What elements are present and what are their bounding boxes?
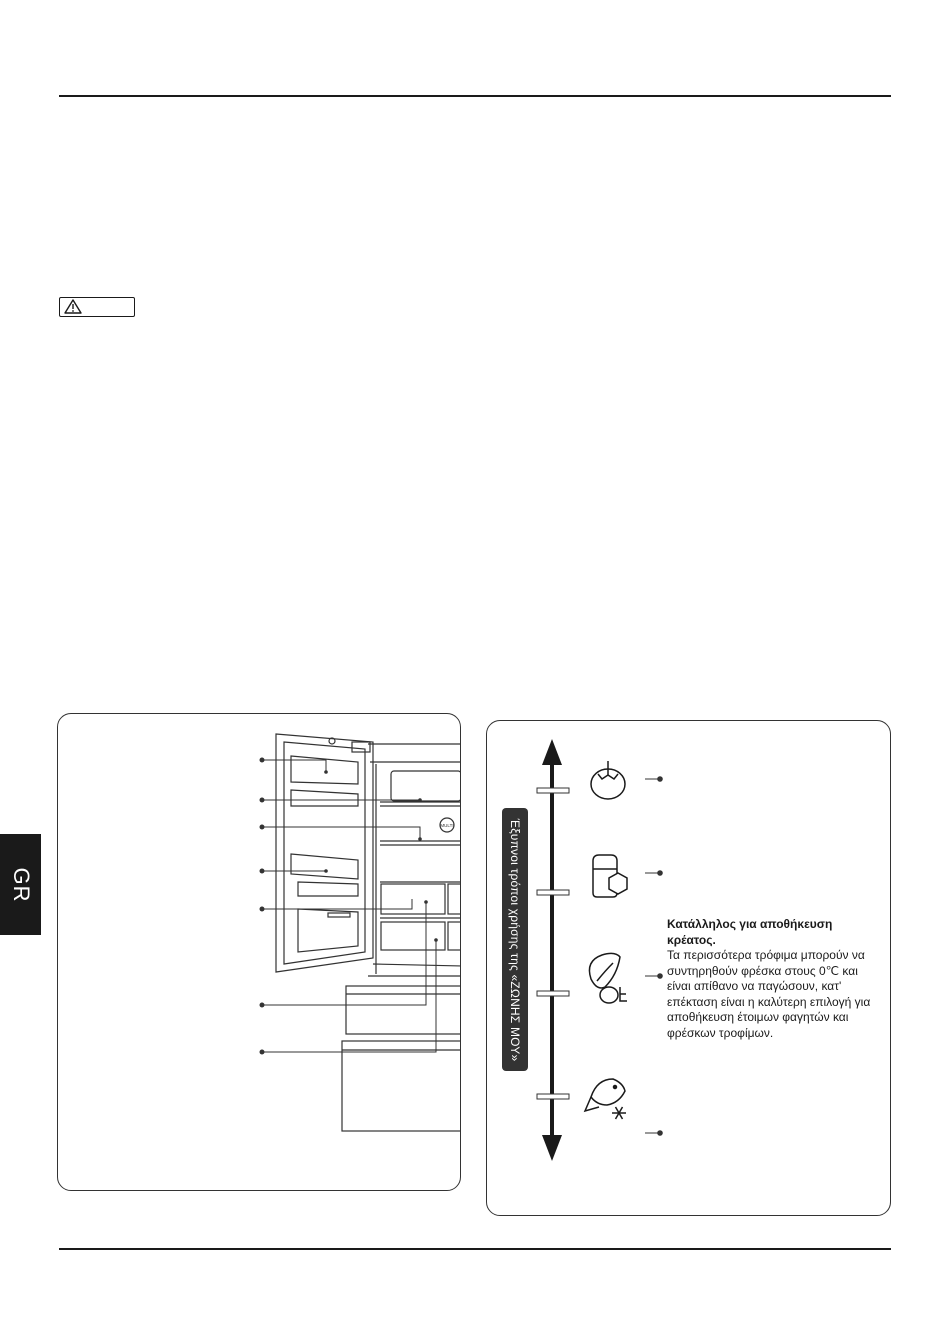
fridge-diagram-panel [57, 713, 461, 1191]
warning-badge [59, 297, 135, 317]
meat-icon [589, 953, 627, 1003]
multi-badge-label: MULTI [440, 823, 454, 828]
header-rule [59, 95, 891, 97]
tomato-icon [591, 761, 625, 799]
meat-storage-body: Τα περισσότερα τρόφιμα μπορούν να συντηρηθούν φρέσκα στους 0℃ και είναι απίθανο να παγώσουν, κατ' επέκταση είναι η καλύτερη επιλογή για αποθήκευση έτοιμων φαγητών και φρέσκων τροφίμων. [667, 948, 871, 1040]
fish-frozen-icon [585, 1079, 626, 1119]
warning-icon [64, 299, 82, 314]
jar-icon [593, 855, 627, 897]
zone-usage-label [502, 808, 528, 1071]
language-tab-label: GR [8, 867, 34, 902]
fridge-illustration [58, 714, 461, 1191]
language-tab [0, 834, 41, 935]
meat-storage-title: Κατάλληλος για αποθήκευση κρέατος. [667, 917, 833, 947]
footer-rule [59, 1248, 891, 1250]
zone-usage-label-text: Έξυπνοι τρόποι χρήσης της «ΖΩΝΗΣ ΜΟΥ» [508, 818, 522, 1061]
meat-storage-description [667, 917, 877, 1041]
